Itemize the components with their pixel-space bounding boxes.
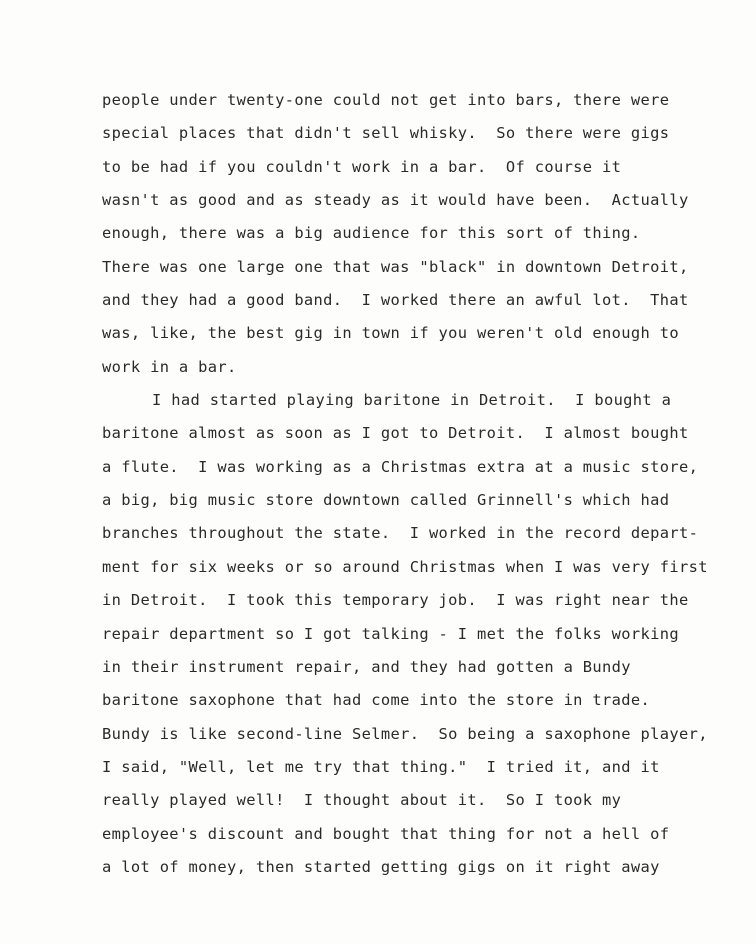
text-line: really played well! I thought about it. So I took my	[102, 791, 622, 810]
text-line: employee's discount and bought that thing for not a hell of	[102, 824, 670, 843]
text-line: I said, "Well, let me try that thing." I tried it, and it	[102, 757, 660, 776]
text-line: and they had a good band. I worked there an awful lot. That	[102, 291, 689, 310]
text-line: enough, there was a big audience for this sort of thing.	[102, 224, 641, 243]
text-line: There was one large one that was "black" in downtown Detroit,	[102, 257, 689, 276]
text-line: in Detroit. I took this temporary job. I was right near the	[102, 591, 689, 610]
text-line: a lot of money, then started getting gigs on it right away	[102, 857, 660, 876]
text-line: branches throughout the state. I worked in the record depart-	[102, 524, 699, 543]
text-line: repair department so I got talking - I met the folks working	[102, 624, 679, 643]
text-line: a big, big music store downtown called Grinnell's which had	[102, 491, 670, 510]
text-line: a flute. I was working as a Christmas extra at a music store,	[102, 457, 699, 476]
text-line: in their instrument repair, and they had gotten a Bundy	[102, 657, 631, 676]
text-line: wasn't as good and as steady as it would have been. Actually	[102, 191, 689, 210]
text-line: ment for six weeks or so around Christmas when I was very first	[102, 557, 708, 576]
paragraph-start-line: I had started playing baritone in Detroit. I bought a	[152, 391, 672, 410]
text-line: baritone saxophone that had come into the store in trade.	[102, 691, 651, 710]
text-line: was, like, the best gig in town if you weren't old enough to	[102, 324, 679, 343]
body-text	[102, 84, 752, 884]
text-line: to be had if you couldn't work in a bar. Of course it	[102, 157, 622, 176]
text-line: Bundy is like second-line Selmer. So being a saxophone player,	[102, 724, 708, 743]
text-line: work in a bar.	[102, 357, 237, 376]
text-line: special places that didn't sell whisky. So there were gigs	[102, 124, 670, 143]
text-line: people under twenty-one could not get into bars, there were	[102, 91, 670, 109]
text-line: baritone almost as soon as I got to Detroit. I almost bought	[102, 424, 689, 443]
